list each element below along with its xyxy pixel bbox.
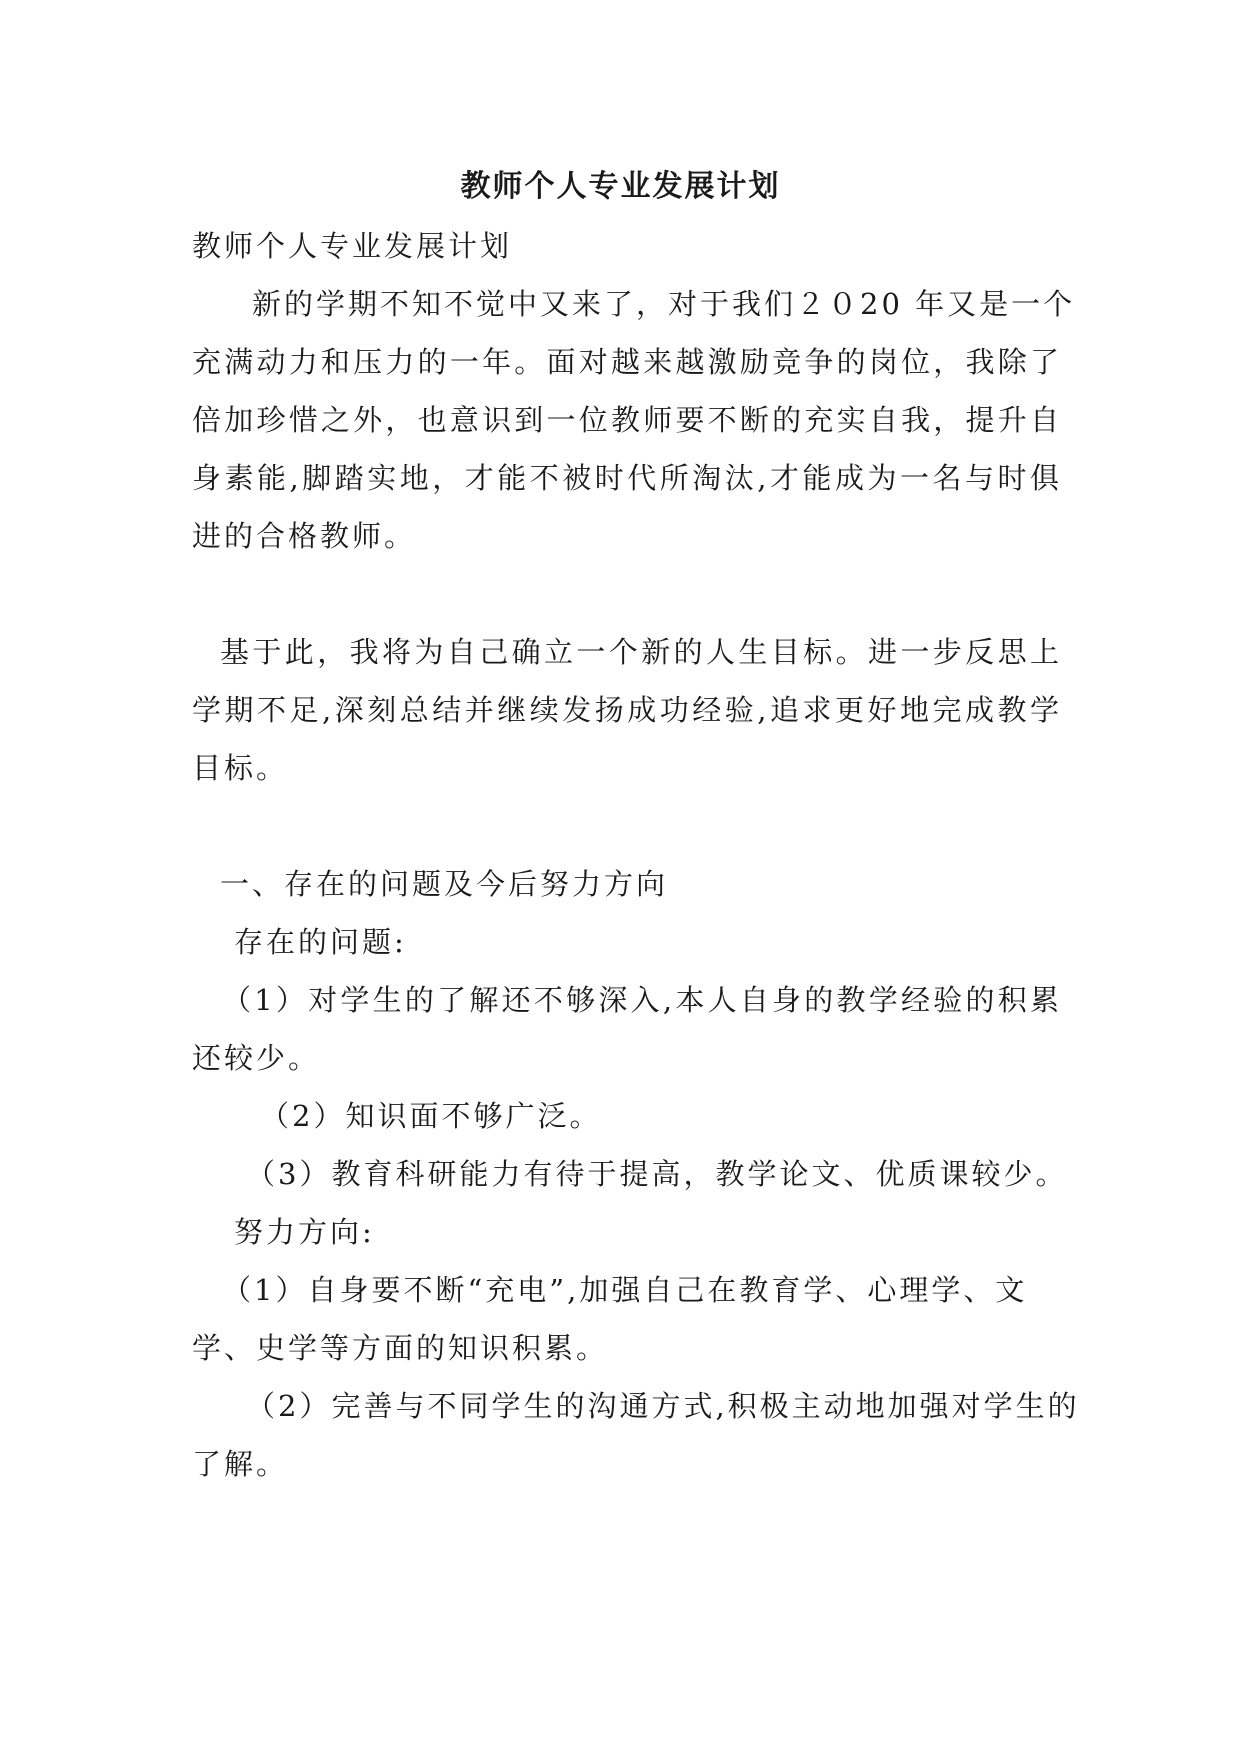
problem-1-line-2: 还较少。 — [192, 1041, 321, 1075]
problem-3: （3）教育科研能力有待于提高，教学论文、优质课较少。 — [246, 1157, 1068, 1191]
problem-2: （2）知识面不够广泛。 — [260, 1099, 602, 1133]
document-title: 教师个人专业发展计划 — [460, 169, 781, 204]
direction-heading: 努力方向: — [234, 1215, 375, 1249]
paragraph-1-line-2: 充满动力和压力的一年。面对越来越激励竞争的岗位，我除了 — [192, 345, 1062, 379]
direction-1-line-1: （1）自身要不断“充电”,加强自己在教育学、心理学、文 — [222, 1273, 1028, 1307]
paragraph-2-line-1: 基于此，我将为自己确立一个新的人生目标。进一步反思上 — [220, 635, 1062, 669]
paragraph-2-line-3: 目标。 — [192, 751, 289, 785]
paragraph-1-line-3: 倍加珍惜之外，也意识到一位教师要不断的充实自我，提升自 — [192, 403, 1062, 437]
direction-1-line-2: 学、史学等方面的知识积累。 — [192, 1331, 609, 1365]
paragraph-1-line-1: 新的学期不知不觉中又来了，对于我们２０20 年又是一个 — [252, 287, 1076, 321]
subtitle-line: 教师个人专业发展计划 — [192, 229, 513, 263]
paragraph-1-line-5: 进的合格教师。 — [192, 519, 417, 553]
paragraph-1-line-4: 身素能,脚踏实地，才能不被时代所淘汰,才能成为一名与时俱 — [192, 461, 1062, 495]
paragraph-2-line-2: 学期不足,深刻总结并继续发扬成功经验,追求更好地完成教学 — [192, 693, 1062, 727]
direction-2-line-1: （2）完善与不同学生的沟通方式,积极主动地加强对学生的 — [246, 1389, 1080, 1423]
problem-1-line-1: （1）对学生的了解还不够深入,本人自身的教学经验的积累 — [222, 983, 1062, 1017]
direction-2-line-2: 了解。 — [192, 1447, 289, 1481]
problems-heading: 存在的问题: — [234, 925, 407, 959]
section-heading: 一、存在的问题及今后努力方向 — [220, 867, 669, 901]
